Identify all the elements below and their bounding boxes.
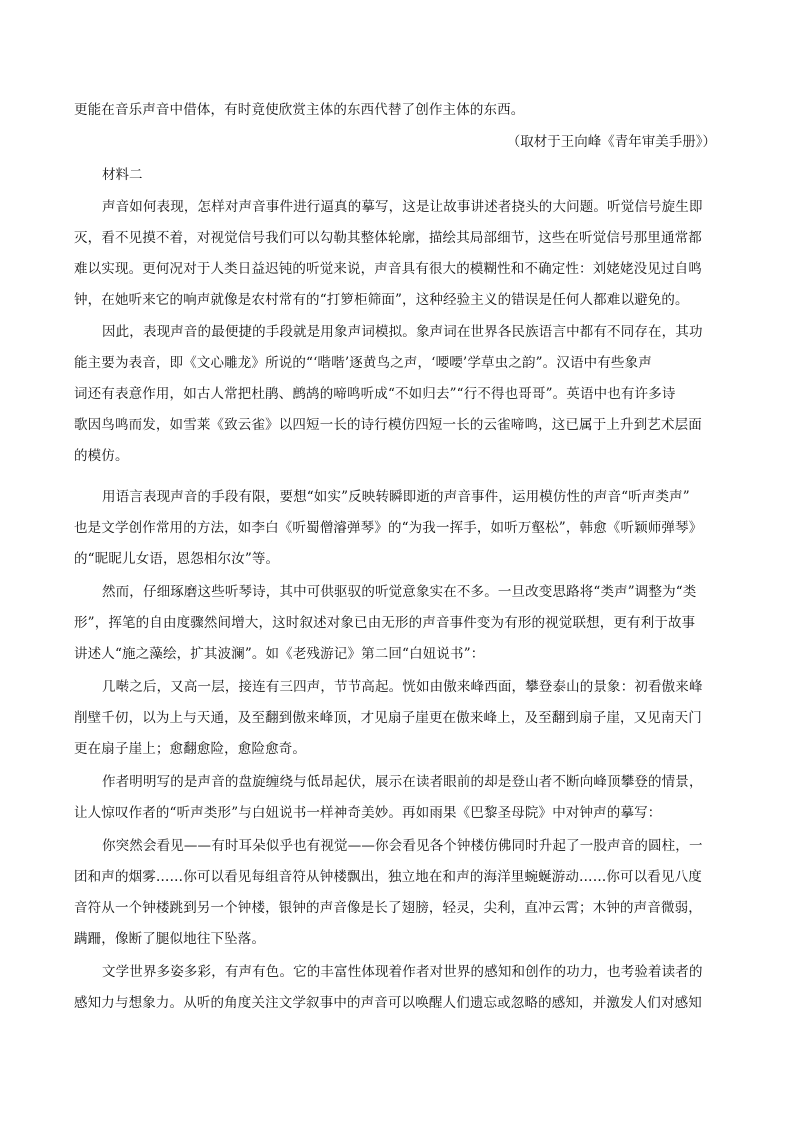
source-citation: （取材于王向峰《青年审美手册》）	[506, 134, 716, 150]
quote-line: 团和声的烟雾……你可以看见每组音符从钟楼飘出，独立地在和声的海洋里蜿蜒游动……你可以看见八度	[74, 869, 702, 885]
paragraph-line: 作者明明写的是声音的盘旋缠绕与低昂起伏，展示在读者眼前的却是登山者不断向峰顶攀登的情景，	[102, 774, 703, 790]
paragraph-line: 能主要为表音，即《文心雕龙》所说的“‘喈喈’逐黄鸟之声，‘喓喓’学草虫之韵”。汉语中有些象声	[74, 355, 652, 371]
paragraph-line: 也是文学创作常用的方法，如李白《听蜀僧濬弹琴》的“为我一挥手，如听万壑松”，韩愈《听颖师弹琴》	[74, 520, 703, 536]
paragraph-line: 的“昵昵儿女语，恩怨相尔汝”等。	[74, 551, 280, 567]
paragraph-line: 感知力与想象力。从听的角度关注文学叙事中的声音可以唤醒人们遗忘或忽略的感知，并激发人们对感知	[74, 995, 702, 1011]
paragraph-line: 用语言表现声音的手段有限，要想“如实”反映转瞬即逝的声音事件，运用模仿性的声音“听声类声”	[102, 489, 690, 505]
paragraph-line: 的模仿。	[74, 448, 129, 464]
quote-line: 你突然会看见——有时耳朵似乎也有视觉——你会看见各个钟楼仿佛同时升起了一股声音的圆柱，一	[102, 838, 703, 854]
quote-line: 音符从一个钟楼跳到另一个钟楼，银钟的声音像是长了翅膀，轻灵，尖利，直冲云霄；木钟的声音微弱，	[74, 900, 702, 916]
quote-line: 削壁千仞，以为上与天通，及至翻到傲来峰顶，才见扇子崖更在傲来峰上，及至翻到扇子崖，又见南天门	[74, 710, 702, 726]
paragraph-line: 难以实现。更何况对于人类日益迟钝的听觉来说，声音具有很大的模糊性和不确定性：刘姥姥没见过自鸣	[74, 261, 702, 277]
section-heading: 材料二	[102, 167, 143, 183]
paragraph-line: 声音如何表现，怎样对声音事件进行逼真的摹写，这是让故事讲述者挠头的大问题。听觉信号旋生即	[102, 199, 703, 215]
previous-paragraph-tail: 更能在音乐声音中借体，有时竟使欣赏主体的东西代替了创作主体的东西。	[74, 102, 525, 118]
paragraph-line: 词还有表意作用，如古人常把杜鹃、鹧鸪的啼鸣听成“不如归去”“行不得也哥哥”。英语中也有许多诗	[74, 386, 676, 402]
quote-line: 几啭之后，又高一层，接连有三四声，节节高起。恍如由傲来峰西面，攀登泰山的景象：初看傲来峰	[102, 679, 703, 695]
paragraph-line: 因此，表现声音的最便捷的手段就是用象声词模拟。象声词在世界各民族语言中都有不同存在，其功	[102, 324, 703, 340]
paragraph-line: 让人惊叹作者的“听声类形”与白妞说书一样神奇美妙。再如雨果《巴黎圣母院》中对钟声的摹写：	[74, 805, 662, 821]
paragraph-line: 文学世界多姿多彩，有声有色。它的丰富性体现着作者对世界的感知和创作的功力，也考验着读者的	[102, 964, 703, 980]
quote-line: 蹒跚，像断了腿似地往下坠落。	[74, 931, 266, 947]
paragraph-line: 然而，仔细琢磨这些听琴诗，其中可供驱驭的听觉意象实在不多。一旦改变思路将“类声”调整为“类	[102, 584, 697, 600]
paragraph-line: 形”，挥笔的自由度骤然间增大，这时叙述对象已由无形的声音事件变为有形的视觉联想，更有利于故事	[74, 615, 696, 631]
quote-line: 更在扇子崖上；愈翻愈险，愈险愈奇。	[74, 741, 307, 757]
paragraph-line: 歌因鸟鸣而发，如雪莱《致云雀》以四短一长的诗行模仿四短一长的云雀啼鸣，这已属于上升到艺术层面	[74, 417, 702, 433]
paragraph-line: 灭，看不见摸不着，对视觉信号我们可以勾勒其整体轮廓，描绘其局部细节，这些在听觉信号那里通常都	[74, 230, 702, 246]
paragraph-line: 钟，在她听来它的响声就像是农村常有的“打箩柜筛面”，这种经验主义的错误是任何人都难以避免的。	[74, 292, 689, 308]
paragraph-line: 讲述人“施之藻绘，扩其波澜”。如《老残游记》第二回“白妞说书”：	[74, 646, 485, 662]
